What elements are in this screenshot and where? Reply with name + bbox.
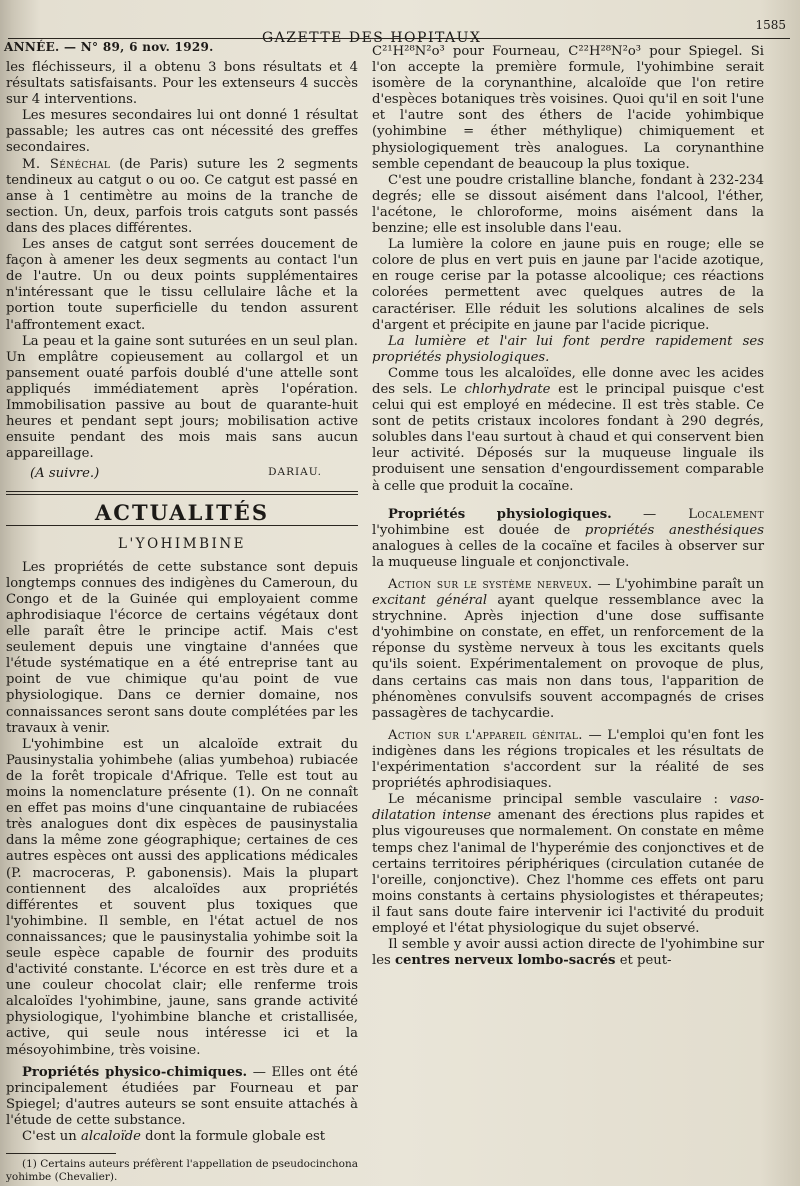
paragraph-text: dont la formule globale est <box>145 1129 326 1144</box>
paragraph: Les mesures secondaires lui ont donné 1 résultat passable; les autres cas ont nécessité des greffes secondaires. <box>6 108 358 156</box>
small-caps-lead: — Localement <box>643 506 764 522</box>
emphasis: chlorhydrate <box>464 381 551 397</box>
paragraph: La lumière et l'air lui font perdre rapidement ses propriétés physiologiques. <box>372 333 764 365</box>
paragraph-text: ayant quelque ressemblance avec la strychnine. Après injection d'une dose suffisante d'yohimbine on constate, en effet, un renforcement de la réponse du système nerveux à tous les excitants quels qu'ils soient. Expérimentalement on provoque de plus, dans certains cas mais non dans tous, l'apparition de phénomènes convulsifs souvent accompagnés de crises passagères de tachycardie. <box>372 593 764 721</box>
left-column <box>6 60 358 1184</box>
author-name: M. Sénéchal <box>22 156 111 172</box>
paragraph-text: — L'emploi qu'en font les indigènes dans les régions tropicales et les résultats de l'expérimentation s'accordent sur la réalité de ses propriétés aphrodisiaques. <box>372 727 764 792</box>
article-title: L'YOHIMBINE <box>117 535 246 552</box>
paragraph <box>372 366 764 495</box>
paragraph-text: Le mécanisme principal semble vasculaire : <box>388 792 718 808</box>
footnote-rule <box>6 1153 116 1154</box>
emphasis: alcaloïde <box>80 1129 141 1144</box>
small-caps-lead: Action sur l'appareil génital. <box>388 727 583 743</box>
paragraph: C²¹H²⁸N²o³ pour Fourneau, C²²H²⁸N²o³ pour Spiegel. Si l'on accepte la première formule, l'yohimbine serait isomère de la corynanthine, alcaloïde que l'on retire d'espèces botaniques très voisines. Quoi qu'il en soit l'une et l'autre sont des éthers de l'acide yohimbique (yohimbine = éther méthylique) chimiquement et physiologiquement très analogues. La corynanthine semble cependant de beaucoup la plus toxique. <box>372 44 764 172</box>
paragraph: L'yohimbine est un alcaloïde extrait du Pausinystalia yohimbehe (alias yumbehoa) rubiacée de la forêt tropicale d'Afrique. Telle est tout au moins la nomenclature présente (1). On ne connaît en effet pas moins d'une cinquantaine de rubiacées très analogues dont dix espèces de pausinystalia dans la même zone géographique; certaines de ces autres espèces ont aussi des applications médicales (P. macroceras, P. gabonensis). Mais la plupart contiennent des alcaloïdes aux propriétés différentes et souvent plus toxiques que l'yohimbine. Il semble, en l'état actuel de nos connaissances; que le pausinystalia yohimbe soit la seule espèce capable de fournir des produits d'activité constante. L'écorce en est très dure et a une couleur chocolat clair; elle renferme trois alcaloïdes l'yohimbine, jaune, sans grande activité physiologique, l'yohimbine blanche et cristallisée, active, qui seule nous intéresse ici et la mésoyohimbine, très voisine. <box>6 736 358 1058</box>
paragraph: Les propriétés de cette substance sont depuis longtemps connues des indigènes du Cameroun, du Congo et de la Guinée qui employaient comme aphrodisiaque l'écorce de certains végétaux dont elle paraît être le principe actif. Mais c'est seulement depuis une vingtaine d'années que l'étude systématique en a été entreprise tant au point de vue chimique qu'au point de vue physiologique. Dans ce dernier domaine, nos connaissances seront sans doute complétées par les travaux à venir. <box>6 559 358 736</box>
paragraph <box>372 577 764 722</box>
paragraph-text: C'est un <box>22 1129 77 1144</box>
journal-title: GAZETTE DES HOPITAUX <box>262 30 482 46</box>
issue-label: ANNÉE. — N° 89, 6 nov. 1929. <box>4 40 214 54</box>
small-caps-lead: Action sur le système nerveux. <box>388 577 593 592</box>
emphasis: vaso-dilatation intense <box>372 792 764 824</box>
paragraph: les fléchisseurs, il a obtenu 3 bons résultats et 4 résultats satisfaisants. Pour les extenseurs 4 succès sur 4 interventions. <box>6 60 358 108</box>
paragraph <box>372 937 764 969</box>
section-heading: ACTUALITÉS <box>95 499 269 525</box>
paragraph-text: et peut- <box>619 953 672 969</box>
paragraph: C'est une poudre cristalline blanche, fondant à 232-234 degrés; elle se dissout aisément dans l'alcool, l'éther, l'acétone, le chloroforme, moins aisément dans la benzine; elle est insoluble dans l'eau. <box>372 172 764 237</box>
subheading: Propriétés physico-chimiques. <box>22 1064 248 1080</box>
paragraph: Les anses de catgut sont serrées doucement de façon à amener les deux segments au contact l'un de l'autre. Un ou deux points supplémentaires n'intéressant que le tissu cellulaire lâche et la portion toute superficielle du tendon assurent l'affrontement exact. <box>6 237 358 333</box>
paragraph-text: — L'yohimbine paraît un <box>597 577 764 592</box>
paragraph-text: est le principal puisque c'est celui qui est employé en médecine. Il est très stable. Ce sont de petits cristaux incolores fondant à 290 degrés, solubles dans l'eau surtout à chaud et qui conservent bien leur activité. Déposés sur la muqueuse linguale ils produisent une sensation d'engourdissement comparable à celle que produit la cocaïne. <box>372 381 764 494</box>
paragraph-text: amenant des érections plus rapides et plus vigoureuses que normalement. On constate en même temps chez l'animal de l'hyperémie des conjonctives et de certains territoires périphériques (circulation cutanée de l'oreille, conjonctive). Chez l'homme ces effets ont paru moins constants à certains physiologistes et thérapeutes; il faut sans doute faire intervenir ici l'activité du produit employé et l'état physiologique du sujet observé. <box>372 808 764 936</box>
footnote: (1) Certains auteurs préfèrent l'appellation de pseudocinchona yohimbe (Chevalier). <box>6 1158 358 1184</box>
paragraph <box>6 157 358 237</box>
paragraph <box>372 507 764 571</box>
author-signature: DARIAU. <box>268 466 322 479</box>
paragraph-text: — Elles ont été principalement étudiées par Fourneau et par Spiegel; d'autres auteurs se sont ensuite attachés à l'étude de cette substance. <box>6 1064 358 1128</box>
section-underline <box>6 525 358 526</box>
paragraph <box>372 792 764 937</box>
paragraph-text: Il semble y avoir aussi action directe de l'yohimbine sur les <box>372 937 764 969</box>
header-rule <box>8 38 790 39</box>
continued-note: (A suivre.) <box>30 466 100 482</box>
paragraph-text: Comme tous les alcaloïdes, elle donne avec les acides des sels. Le <box>372 365 764 397</box>
paragraph <box>6 1129 358 1145</box>
paragraph <box>372 728 764 792</box>
emphasis: propriétés anesthésiques <box>584 522 764 538</box>
paragraph: La lumière la colore en jaune puis en rouge; elle se colore de plus en vert puis en jaune par l'acide azotique, en rouge cerise par la potasse alcoolique; ces réactions colorées permettent avec quelques autres de la caractériser. Elle réduit les solutions alcalines de sels d'argent et précipite en jaune par l'acide picrique. <box>372 237 764 333</box>
paragraph-text: l'yohimbine est douée de <box>372 522 571 538</box>
paragraph-text: (de Paris) suture les 2 segments tendineux au catgut o ou oo. Ce catgut est passé en anse à 1 centimètre au moins de la tranche de section. Un, deux, parfois trois catguts sont passés dans des places différentes. <box>6 156 358 236</box>
section-divider <box>6 491 358 495</box>
right-column <box>372 44 764 969</box>
paragraph <box>6 1065 358 1129</box>
page-number: 1585 <box>755 18 786 32</box>
subheading: Propriétés physiologiques. <box>388 506 612 522</box>
bold-text: centres nerveux lombo-sacrés <box>395 953 616 969</box>
emphasis: excitant général <box>372 593 488 609</box>
paragraph-text: analogues à celles de la cocaïne et faciles à observer sur la muqueuse linguale et conjonctivale. <box>372 538 764 570</box>
paragraph: La peau et la gaine sont suturées en un seul plan. Un emplâtre copieusement au collargol et un pansement ouaté parfois doublé d'une attelle sont appliqués immédiatement après l'opération. Immobilisation passive au bout de quarante-huit heures et pendant sept jours; mobilisation active ensuite pendant des mois mais sans aucun appareillage. <box>6 333 358 462</box>
